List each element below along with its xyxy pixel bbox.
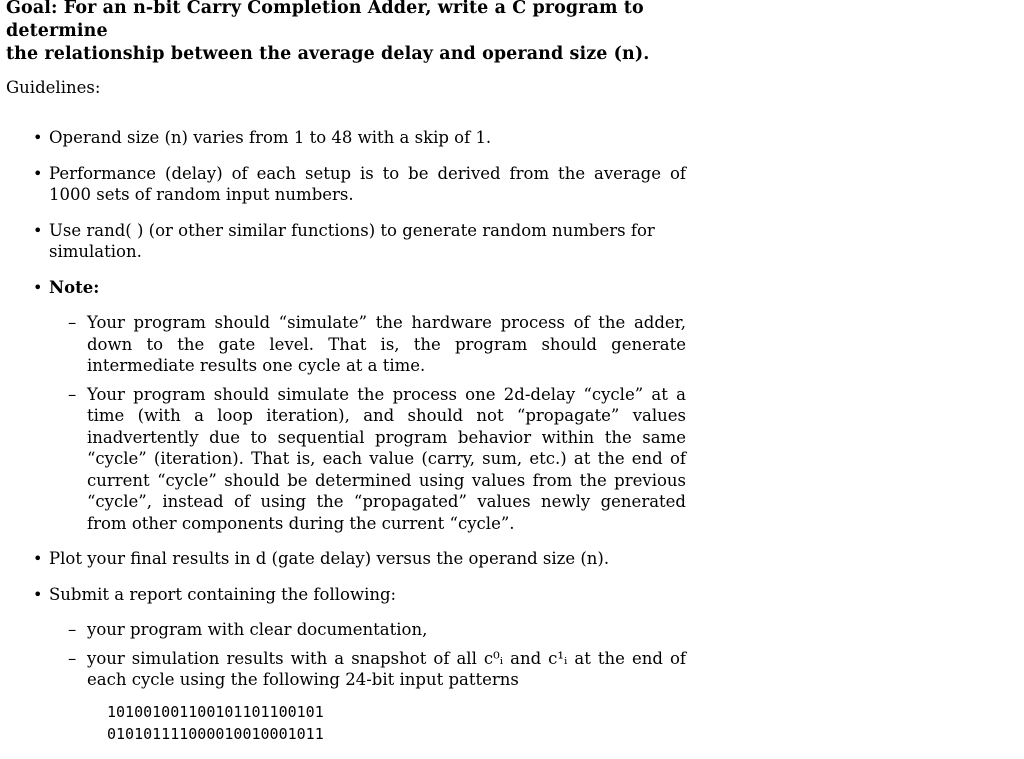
dash-icon: – [68,620,77,639]
list-item [6,163,686,206]
bullet-text: Plot your final results in d (gate delay) versus the operand size (n). [49,549,610,568]
pattern-line: 010101111000010010001011 [107,724,324,743]
bullet-icon: • [33,549,43,568]
report-sublist [49,619,686,745]
goal-line-1: Goal: For an n-bit Carry Completion Adder, write a C program to determine [6,0,644,41]
bullet-icon: • [33,128,43,147]
bullet-icon: • [33,584,43,604]
list-item [49,312,686,377]
list-item [6,277,686,535]
goal-heading [6,0,686,66]
list-item [49,384,686,535]
pattern-line: 101001001100101101100101 [107,702,324,721]
bullet-icon: • [33,163,43,183]
bullet-text: Operand size (n) varies from 1 to 48 with a skip of 1. [49,128,492,147]
list-item [49,619,686,641]
dash-icon: – [68,648,77,668]
list-item [6,584,686,745]
list-item [49,648,686,745]
report-text: your program with clear documentation, [87,620,428,639]
dash-icon: – [68,384,77,404]
document-page [6,0,686,743]
dash-icon: – [68,313,77,332]
report-text: your simulation results with a snapshot of all c⁰ᵢ and c¹ᵢ at the end of each cycle using the following 24-bit input patterns [87,648,686,689]
guideline-list [6,127,686,759]
goal-line-2: the relationship between the average delay and operand size (n). [6,44,650,64]
list-item [6,127,686,149]
note-text: Your program should simulate the process one 2d-delay “cycle” at a time (with a loop iteration), and should not “propagate” values inadvertently due to sequential program behavior within the same “cycle” (iteration). That is, each value (carry, sum, etc.) at the end of current “cycle” should be determined using values from the previous “cycle”, instead of using the “propagated” values newly generated from other components during the current “cycle”. [87,384,686,533]
note-sublist [49,312,686,534]
input-patterns [107,701,686,745]
bullet-icon: • [33,220,43,240]
bullet-text: Performance (delay) of each setup is to be derived from the average of 1000 sets of random input numbers. [49,163,686,204]
guidelines-label: Guidelines: [6,78,101,97]
bullet-text: Use rand( ) (or other similar functions) to generate random numbers for simulation. [49,220,655,261]
bullet-icon: • [33,277,43,297]
bullet-text: Submit a report containing the following: [49,584,397,604]
note-text: Your program should “simulate” the hardware process of the adder, down to the gate level. That is, the program should generate intermediate results one cycle at a time. [87,313,686,375]
list-item [6,220,686,263]
note-label: Note: [49,277,100,297]
list-item [6,548,686,570]
